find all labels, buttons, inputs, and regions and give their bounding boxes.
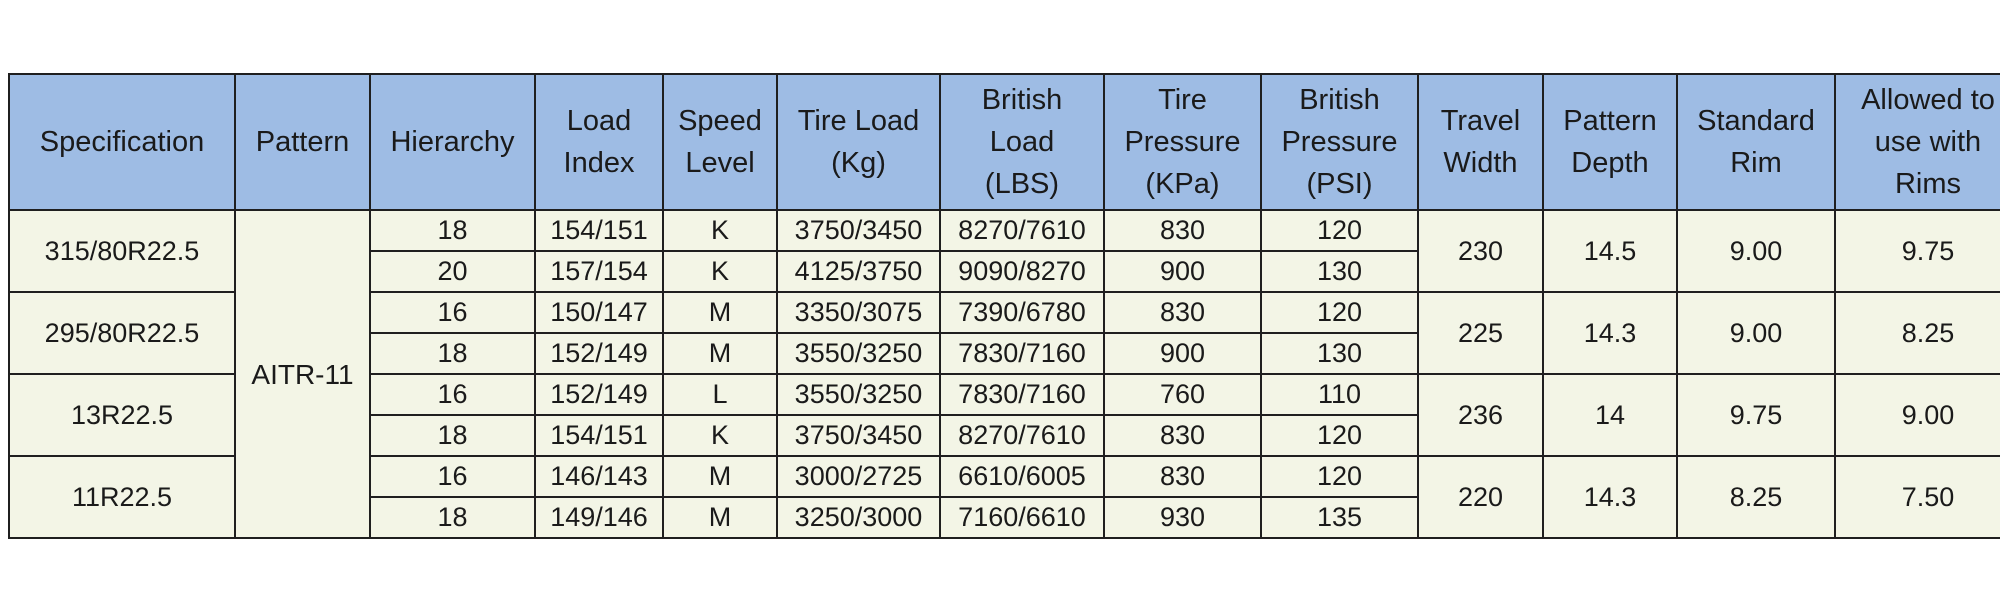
cell-speed-level: M <box>663 333 777 374</box>
cell-british-pressure: 130 <box>1261 251 1418 292</box>
header-row <box>9 74 2000 210</box>
cell-speed-level: K <box>663 210 777 251</box>
cell-travel-width: 225 <box>1418 292 1543 374</box>
cell-specification: 295/80R22.5 <box>9 292 235 374</box>
cell-speed-level: M <box>663 456 777 497</box>
cell-specification: 315/80R22.5 <box>9 210 235 292</box>
cell-tire-pressure: 930 <box>1104 497 1261 538</box>
cell-hierarchy: 16 <box>370 374 535 415</box>
cell-hierarchy: 18 <box>370 333 535 374</box>
cell-standard-rim: 9.00 <box>1677 292 1835 374</box>
cell-tire-pressure: 900 <box>1104 333 1261 374</box>
cell-standard-rim: 8.25 <box>1677 456 1835 538</box>
cell-british-pressure: 120 <box>1261 456 1418 497</box>
header-hierarchy: Hierarchy <box>370 74 535 210</box>
cell-load-index: 154/151 <box>535 415 663 456</box>
cell-british-pressure: 120 <box>1261 210 1418 251</box>
cell-tire-pressure: 760 <box>1104 374 1261 415</box>
cell-pattern: AITR-11 <box>235 210 370 538</box>
cell-speed-level: M <box>663 497 777 538</box>
header-british-pressure: British Pressure (PSI) <box>1261 74 1418 210</box>
cell-pattern-depth: 14.3 <box>1543 292 1677 374</box>
cell-tire-pressure: 830 <box>1104 456 1261 497</box>
cell-british-load: 7830/7160 <box>940 374 1104 415</box>
cell-standard-rim: 9.75 <box>1677 374 1835 456</box>
cell-tire-pressure: 830 <box>1104 292 1261 333</box>
cell-speed-level: L <box>663 374 777 415</box>
cell-british-load: 7390/6780 <box>940 292 1104 333</box>
cell-speed-level: K <box>663 251 777 292</box>
cell-tire-load: 3000/2725 <box>777 456 940 497</box>
cell-hierarchy: 18 <box>370 415 535 456</box>
tire-spec-table <box>8 73 2000 539</box>
cell-british-pressure: 135 <box>1261 497 1418 538</box>
cell-load-index: 152/149 <box>535 333 663 374</box>
header-allowed-rims: Allowed to use with Rims <box>1835 74 2000 210</box>
cell-british-load: 7160/6610 <box>940 497 1104 538</box>
cell-load-index: 157/154 <box>535 251 663 292</box>
cell-travel-width: 236 <box>1418 374 1543 456</box>
header-standard-rim: Standard Rim <box>1677 74 1835 210</box>
header-british-load: British Load (LBS) <box>940 74 1104 210</box>
header-tire-load: Tire Load (Kg) <box>777 74 940 210</box>
cell-british-pressure: 120 <box>1261 415 1418 456</box>
cell-travel-width: 220 <box>1418 456 1543 538</box>
cell-load-index: 152/149 <box>535 374 663 415</box>
cell-load-index: 149/146 <box>535 497 663 538</box>
header-travel-width: Travel Width <box>1418 74 1543 210</box>
cell-standard-rim: 9.00 <box>1677 210 1835 292</box>
cell-british-load: 9090/8270 <box>940 251 1104 292</box>
cell-tire-load: 3250/3000 <box>777 497 940 538</box>
cell-allowed-rims: 7.50 <box>1835 456 2000 538</box>
header-pattern-depth: Pattern Depth <box>1543 74 1677 210</box>
cell-tire-load: 3750/3450 <box>777 415 940 456</box>
cell-tire-load: 3750/3450 <box>777 210 940 251</box>
cell-tire-load: 3550/3250 <box>777 333 940 374</box>
cell-hierarchy: 16 <box>370 456 535 497</box>
cell-british-pressure: 130 <box>1261 333 1418 374</box>
cell-travel-width: 230 <box>1418 210 1543 292</box>
cell-british-load: 6610/6005 <box>940 456 1104 497</box>
header-speed-level: Speed Level <box>663 74 777 210</box>
cell-load-index: 146/143 <box>535 456 663 497</box>
table-body <box>9 210 2000 538</box>
cell-pattern-depth: 14 <box>1543 374 1677 456</box>
cell-british-pressure: 120 <box>1261 292 1418 333</box>
cell-hierarchy: 20 <box>370 251 535 292</box>
cell-tire-load: 4125/3750 <box>777 251 940 292</box>
cell-allowed-rims: 9.75 <box>1835 210 2000 292</box>
cell-tire-load: 3550/3250 <box>777 374 940 415</box>
cell-load-index: 150/147 <box>535 292 663 333</box>
header-tire-pressure: Tire Pressure (KPa) <box>1104 74 1261 210</box>
cell-hierarchy: 16 <box>370 292 535 333</box>
cell-hierarchy: 18 <box>370 497 535 538</box>
cell-specification: 11R22.5 <box>9 456 235 538</box>
table-row <box>9 210 2000 251</box>
cell-pattern-depth: 14.5 <box>1543 210 1677 292</box>
header-load-index: Load Index <box>535 74 663 210</box>
cell-tire-load: 3350/3075 <box>777 292 940 333</box>
cell-tire-pressure: 830 <box>1104 415 1261 456</box>
cell-hierarchy: 18 <box>370 210 535 251</box>
header-specification: Specification <box>9 74 235 210</box>
cell-allowed-rims: 9.00 <box>1835 374 2000 456</box>
cell-british-load: 8270/7610 <box>940 415 1104 456</box>
cell-tire-pressure: 900 <box>1104 251 1261 292</box>
cell-british-load: 8270/7610 <box>940 210 1104 251</box>
cell-allowed-rims: 8.25 <box>1835 292 2000 374</box>
cell-tire-pressure: 830 <box>1104 210 1261 251</box>
cell-pattern-depth: 14.3 <box>1543 456 1677 538</box>
header-pattern: Pattern <box>235 74 370 210</box>
cell-speed-level: K <box>663 415 777 456</box>
cell-specification: 13R22.5 <box>9 374 235 456</box>
cell-load-index: 154/151 <box>535 210 663 251</box>
cell-british-load: 7830/7160 <box>940 333 1104 374</box>
cell-british-pressure: 110 <box>1261 374 1418 415</box>
table-header <box>9 74 2000 210</box>
cell-speed-level: M <box>663 292 777 333</box>
